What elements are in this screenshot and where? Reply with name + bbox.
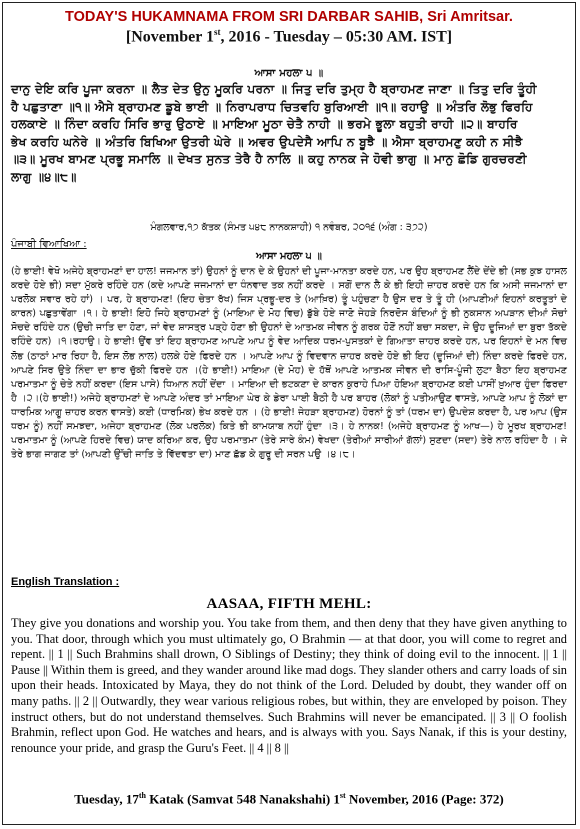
hukamnama-page <box>2 2 576 825</box>
english-date-suffix-1: th <box>138 791 146 800</box>
english-date-line <box>3 791 575 807</box>
gurbani-line: ਦਾਨੁ ਦੇਇ ਕਰਿ ਪੂਜਾ ਕਰਨਾ ॥ ਲੈਤ ਦੇਤ ਉਨੁ ਮੂਕਰਿ ਪਰਨਾ ॥ ਜਿਤੁ ਦਰਿ ਤੁਮ੍ਹ ਹੈ ਬ੍ਰਾਹਮਣ ਜਾਣਾ ॥ ਤਿਤੁ ਦਰਿ ਤੂੰਹੀ <box>11 82 537 96</box>
gurbani-line: ਹਲਕਾਏ ॥ ਨਿੰਦਾ ਕਰਹਿ ਸਿਰਿ ਭਾਰੁ ਉਠਾਏ ॥ ਮਾਇਆ ਮੂਠਾ ਚੇਤੈ ਨਾਹੀ ॥ ਭਰਮੇ ਭੂਲਾ ਬਹੁਤੀ ਰਾਹੀ ॥੨॥ ਬਾਹਰਿ <box>11 117 518 131</box>
english-translation-text: They give you donations and worship you. You take from them, and then deny that they have given anything to you. That door, through which you must ultimately go, O Brahmin — at that door, you will come to regret and repent. || 1 || Such Brahmins shall drown, O Siblings of Destiny; they think of doing evil to the innocent. || 1 || Pause || Within them is greed, and they wander around like mad dogs. They slander others and carry loads of sin upon their heads. Intoxicated by Maya, they do not think of the Lord. Deluded by doubt, they wander off on many paths. || 2 || Outwardly, they wear various religious robes, but within, they are enveloped by poison. They instruct others, but do not understand themselves. Such Brahmins will never be emancipated. || 3 || O foolish Brahmin, reflect upon God. He watches and hears, and is always with you. Says Nanak, if this is your destiny, renounce your pride, and grasp the Guru's Feet. || 4 || 8 || <box>11 616 567 755</box>
date-header-start: [November 1 <box>125 28 215 46</box>
gurbani-block <box>11 67 567 186</box>
gurbani-line: ਲਾਗੁ ॥੪॥੮॥ <box>11 169 77 184</box>
gurbani-line: ਹੈ ਪਛੁਤਾਣਾ ॥੧॥ ਐਸੇ ਬ੍ਰਾਹਮਣ ਡੂਬੇ ਭਾਈ ॥ ਨਿਰਾਪਰਾਧ ਚਿਤਵਹਿ ਬੁਰਿਆਈ ॥੧॥ ਰਹਾਉ ॥ ਅੰਤਰਿ ਲੋਭੁ ਫਿਰਹਿ <box>11 99 533 114</box>
page-date-header <box>3 27 575 46</box>
english-date-suffix-2: st <box>339 791 346 800</box>
date-header-rest: , 2016 - Tuesday – 05:30 AM. IST] <box>220 28 453 46</box>
english-date-part-3: November, 2016 (Page: 372) <box>345 791 504 807</box>
english-date-part-1: Tuesday, 17 <box>74 791 139 807</box>
gurbani-raag-heading: ਆਸਾ ਮਹਲਾ ੫ ॥ <box>254 68 324 79</box>
gurbani-line: ॥੩॥ ਮੂਰਖ ਬਾਮਣ ਪ੍ਰਭੂ ਸਮਾਲਿ ॥ ਦੇਖਤ ਸੁਨਤ ਤੇਰੈ ਹੈ ਨਾਲਿ ॥ ਕਹੁ ਨਾਨਕ ਜੇ ਹੋਵੀ ਭਾਗੁ ॥ ਮਾਨੁ ਛੋਡਿ ਗੁਰਚਰਣੀ <box>11 152 527 166</box>
punjabi-explanation-label: ਪੰਜਾਬੀ ਵਿਆਖਿਆ : <box>11 239 87 250</box>
punjabi-explanation-text: (ਹੇ ਭਾਈ! ਵੇਖੋ ਅਜੇਹੇ ਬ੍ਰਾਹਮਣਾਂ ਦਾ ਹਾਲ! ਜਜਮਾਨ ਤਾਂ) ਉਹਨਾਂ ਨੂੰ ਦਾਨ ਦੇ ਕੇ ਉਹਨਾਂ ਦੀ ਪੂਜਾ-ਮਾਨਤਾ ਕਰਦੇ ਹਨ, ਪਰ ਉਹ ਬ੍ਰਾਹਮਣ ਲੈਂਦੇ ਦੇਂਦੇ ਭੀ (ਸਭ ਕੁਝ ਹਾਸਲ ਕਰਦੇ ਹੋਏ ਭੀ) ਸਦਾ ਮੁੱਕਰੇ ਰਹਿੰਦੇ ਹਨ (ਕਦੇ ਆਪਣੇ ਜਜਮਾਨਾਂ ਦਾ ਧੰਨਵਾਦ ਤਕ ਨਹੀਂ ਕਰਦੇ । ਸਗੋਂ ਦਾਨ ਲੈ ਕੇ ਭੀ ਇਹੀ ਜ਼ਾਹਰ ਕਰਦੇ ਹਨ ਕਿ ਅਸੀ ਜਜਮਾਨਾਂ ਦਾ ਪਰਲੋਕ ਸਵਾਰ ਰਹੇ ਹਾਂ) । ਪਰ, ਹੇ ਬ੍ਰਾਹਮਣ! (ਇਹ ਚੇਤਾ ਰੱਖ) ਜਿਸ ਪ੍ਰਭੂ-ਦਰ ਤੇ (ਆਖ਼ਿਰ) ਤੂੰ ਪਹੁੰਚਣਾ ਹੈ ਉਸ ਦਰ ਤੇ ਤੂੰ ਹੀ (ਆਪਣੀਆਂ ਇਹਨਾਂ ਕਰਤੂਤਾਂ ਦੇ ਕਾਰਨ) ਪਛੁਤਾਵੇਂਗਾ ।੧। ਹੇ ਭਾਈ! ਇਹੋ ਜਿਹੇ ਬ੍ਰਾਹਮਣਾਂ ਨੂੰ (ਮਾਇਆ ਦੇ ਮੋਹ ਵਿਚ) ਡੁੱਬੇ ਹੋਏ ਜਾਣੋ ਜੇਹੜੇ ਨਿਰਦੋਸ ਬੰਦਿਆਂ ਨੂੰ ਭੀ ਨੁਕਸਾਨ ਅਪੜਾਨ ਦੀਆਂ ਸੋਚਾਂ ਸੋਚਦੇ ਰਹਿੰਦੇ ਹਨ (ਉਚੀ ਜਾਤਿ ਦਾ ਹੋਣਾ, ਜਾਂ ਵੇਦ ਸ਼ਾਸਤ੍ਰ ਪੜ੍ਹੇ ਹੋਣਾ ਭੀ ਉਹਨਾਂ ਦੇ ਆਤਮਕ ਜੀਵਨ ਨੂੰ ਗਰਕ ਹੋਣੋਂ ਨਹੀਂ ਬਚਾ ਸਕਦਾ, ਜੇ ਉਹ ਦੂਜਿਆਂ ਦਾ ਬੁਰਾ ਤੱਕਦੇ ਰਹਿੰਦੇ ਹਨ) ।੧।ਰਹਾਉ। ਹੇ ਭਾਈ! ਉਂਞ ਤਾਂ ਇਹ ਬ੍ਰਾਹਮਣ ਆਪਣੇ ਆਪ ਨੂੰ ਵੇਦ ਆਦਿਕ ਧਰਮ-ਪੁਸਤਕਾਂ ਦੇ ਗਿਆਤਾ ਜ਼ਾਹਰ ਕਰਦੇ ਹਨ, ਪਰ ਇਹਨਾਂ ਦੇ ਮਨ ਵਿਚ ਲੋਭ (ਠਾਠਾਂ ਮਾਰ ਰਿਹਾ ਹੈ, ਇਸ ਲੋਭ ਨਾਲ) ਹਲਕੇ ਹੋਏ ਫਿਰਦੇ ਹਨ । ਆਪਣੇ ਆਪ ਨੂੰ ਵਿਦਵਾਨ ਜ਼ਾਹਰ ਕਰਦੇ ਹੋਏ ਭੀ ਇਹ (ਦੂਜਿਆਂ ਦੀ) ਨਿੰਦਾ ਕਰਦੇ ਫਿਰਦੇ ਹਨ, ਆਪਣੇ ਸਿਰ ਉਤੇ ਨਿੰਦਾ ਦਾ ਭਾਰ ਚੁੱਕੀ ਫਿਰਦੇ ਹਨ ।(ਹੇ ਭਾਈ!) ਮਾਇਆ (ਦੇ ਮੋਹ) ਦੇ ਹੱਥੋਂ ਆਪਣੇ ਆਤਮਕ ਜੀਵਨ ਦੀ ਰਾਸਿ-ਪੂੰਜੀ ਲੁਟਾ ਬੈਠਾ ਇਹ ਬ੍ਰਾਹਮਣ ਪਰਮਾਤਮਾ ਨੂੰ ਚੇਤੇ ਨਹੀਂ ਕਰਦਾ (ਇਸ ਪਾਸੇ) ਧਿਆਨ ਨਹੀਂ ਦੇਂਦਾ । ਮਾਇਆ ਦੀ ਭਟਕਣਾ ਦੇ ਕਾਰਨ ਕੁਰਾਹੇ ਪਿਆ ਹੋਇਆ ਬ੍ਰਾਹਮਣ ਕਈ ਪਾਸੀਂ ਖ਼ੁਆਰ ਹੁੰਦਾ ਫਿਰਦਾ ਹੈ ।੨।(ਹੇ ਭਾਈ!) ਅਜੇਹੇ ਬ੍ਰਾਹਮਣਾਂ ਦੇ ਆਪਣੇ ਅੰਦਰ ਤਾਂ ਮਾਇਆ ਘੇਰ ਕੇ ਡੇਰਾ ਪਾਈ ਬੈਠੀ ਹੈ ਪਰ ਬਾਹਰ (ਲੋਕਾਂ ਨੂੰ ਪਤੀਆਉਣ ਵਾਸਤੇ, ਆਪਣੇ ਆਪ ਨੂੰ ਲੋਕਾਂ ਦਾ ਧਾਰਮਿਕ ਆਗੂ ਜ਼ਾਹਰ ਕਰਨ ਵਾਸਤੇ) ਕਈ (ਧਾਰਮਿਕ) ਭੇਖ ਕਰਦੇ ਹਨ । (ਹੇ ਭਾਈ! ਜੇਹੜਾ ਬ੍ਰਾਹਮਣ) ਹੋਰਨਾਂ ਨੂੰ ਤਾਂ (ਧਰਮ ਦਾ) ਉਪਦੇਸ਼ ਕਰਦਾ ਹੈ, ਪਰ ਆਪ (ਉਸ ਧਰਮ ਨੂੰ) ਨਹੀਂ ਸਮਝਦਾ, ਅਜੇਹਾ ਬ੍ਰਾਹਮਣ (ਲੋਕ ਪਰਲੋਕ) ਕਿਤੇ ਭੀ ਕਾਮਯਾਬ ਨਹੀਂ ਹੁੰਦਾ ।੩। ਹੇ ਨਾਨਕ! (ਅਜੇਹੇ ਬ੍ਰਾਹਮਣ ਨੂੰ ਆਖ—) ਹੇ ਮੂਰਖ ਬ੍ਰਾਹਮਣ! ਪਰਮਾਤਮਾ ਨੂੰ (ਆਪਣੇ ਹਿਰਦੇ ਵਿਚ) ਯਾਦ ਕਰਿਆ ਕਰ, ਉਹ ਪਰਮਾਤਮਾ (ਤੇਰੇ ਸਾਰੇ ਕੰਮ) ਵੇਖਦਾ (ਤੇਰੀਆਂ ਸਾਰੀਆਂ ਗੱਲਾਂ) ਸੁਣਦਾ (ਸਦਾ) ਤੇਰੇ ਨਾਲ ਰਹਿੰਦਾ ਹੈ । ਜੇ ਤੇਰੇ ਭਾਗ ਜਾਗਣ ਤਾਂ (ਆਪਣੀ ਉੱਚੀ ਜਾਤਿ ਤੇ ਵਿੱਦਵਤਾ ਦਾ) ਮਾਣ ਛੱਡ ਕੇ ਗੁਰੂ ਦੀ ਸਰਨ ਪਉ ।੪।੮। <box>11 266 567 461</box>
punjabi-raag-heading: ਆਸਾ ਮਹਲਾ ੫ ॥ <box>256 251 322 262</box>
punjabi-date-line: ਮੰਗਲਵਾਰ,੧੭ ਕੱਤਕ (ਸੰਮਤ ੫੪੮ ਨਾਨਕਸ਼ਾਹੀ) ੧ ਨਵੰਬਰ, ੨੦੧੬ (ਅੰਗ : ੩੭੨) <box>150 222 428 233</box>
english-date-part-2: Katak (Samvat 548 Nanakshahi) 1 <box>145 791 340 807</box>
gurbani-line: ਭੇਖ ਕਰਹਿ ਘਨੇਰੇ ॥ ਅੰਤਰਿ ਬਿਖਿਆ ਉਤਰੀ ਘੇਰੇ ॥ ਅਵਰ ਉਪਦੇਸੈ ਆਪਿ ਨ ਬੂਝੈ ॥ ਐਸਾ ਬ੍ਰਾਹਮਣੁ ਕਹੀ ਨ ਸੀਝੈ <box>11 134 523 149</box>
english-translation-label: English Translation : <box>11 576 120 588</box>
date-header-suffix: st <box>214 27 221 37</box>
page-title: TODAY'S HUKAMNAMA FROM SRI DARBAR SAHIB, Sri Amritsar. <box>65 9 513 25</box>
english-title: AASAA, FIFTH MEHL: <box>206 596 372 612</box>
